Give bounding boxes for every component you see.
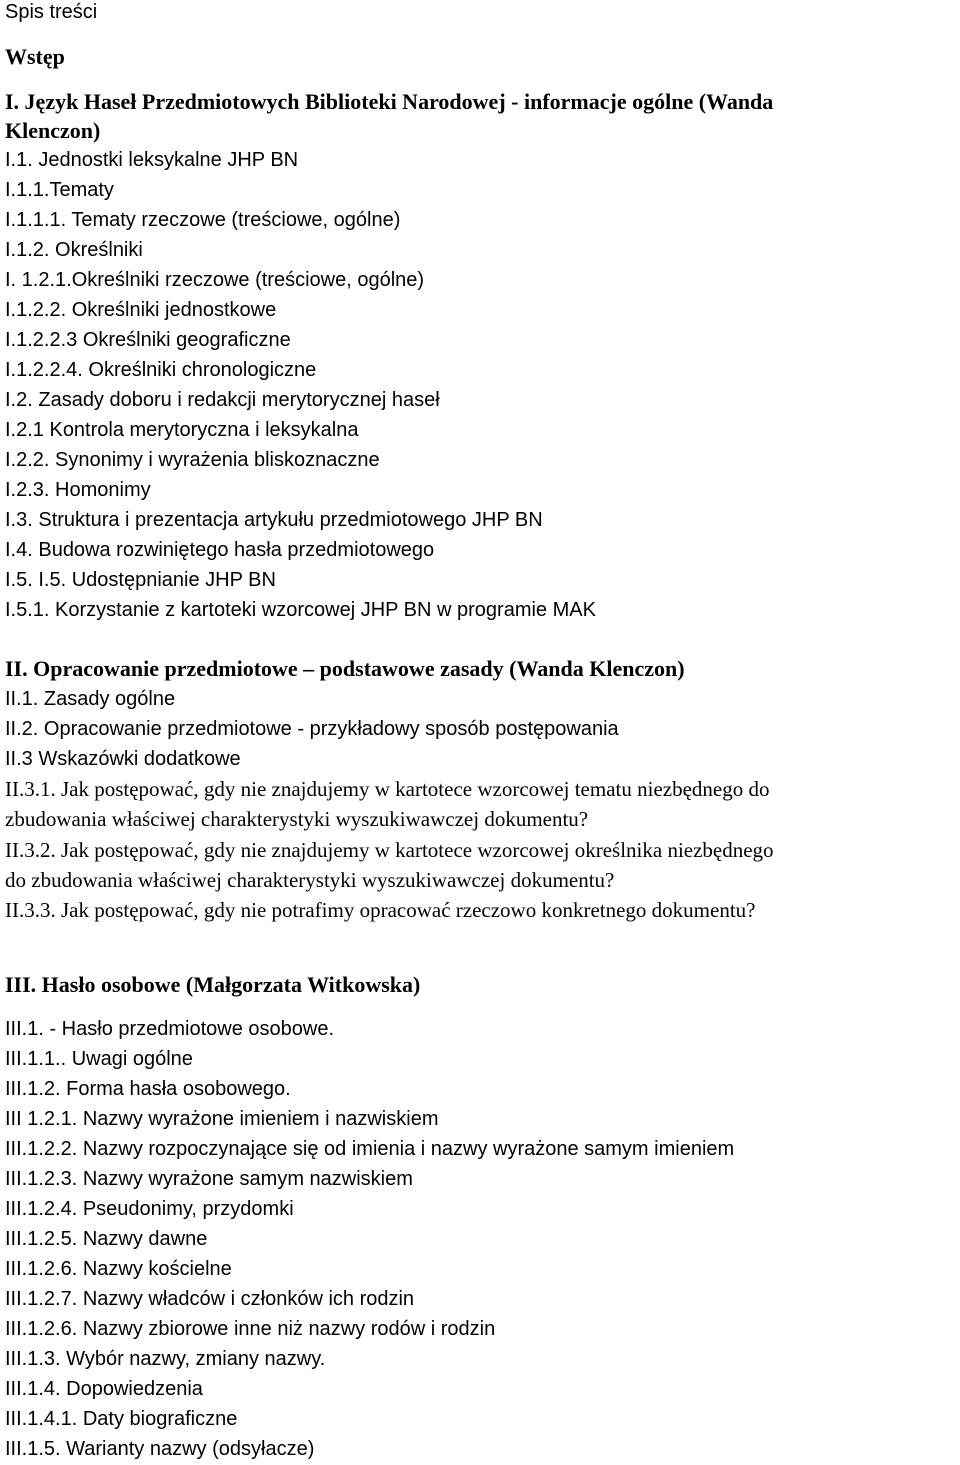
toc-entry: I.1.1.1. Tematy rzeczowe (treściowe, ogólne)	[5, 209, 401, 231]
toc-entry: I.5.1. Korzystanie z kartoteki wzorcowej JHP BN w programie MAK	[5, 599, 596, 621]
toc-entry: I.4. Budowa rozwiniętego hasła przedmiotowego	[5, 539, 435, 561]
toc-entry: zbudowania właściwej charakterystyki wyszukiwawczej dokumentu?	[5, 807, 589, 831]
toc-entry: I.1.1.Tematy	[5, 179, 114, 201]
toc-entry: I.2.1 Kontrola merytoryczna i leksykalna	[5, 419, 359, 441]
toc-entry: III.1.2.6. Nazwy zbiorowe inne niż nazwy rodów i rodzin	[5, 1318, 496, 1340]
toc-entry: III.1.2.5. Nazwy dawne	[5, 1228, 208, 1250]
toc-entry: I.3. Struktura i prezentacja artykułu przedmiotowego JHP BN	[5, 509, 543, 531]
toc-entry: II.2. Opracowanie przedmiotowe - przykładowy sposób postępowania	[5, 718, 619, 740]
toc-entry: I.1.2.2. Określniki jednostkowe	[5, 299, 277, 321]
part1-heading-line1: I. Język Haseł Przedmiotowych Biblioteki Narodowej - informacje ogólne (Wanda	[5, 89, 774, 114]
toc-entry: III.1.2.6. Nazwy kościelne	[5, 1258, 232, 1280]
toc-entry: I.5. I.5. Udostępnianie JHP BN	[5, 569, 276, 591]
toc-entry: II.3.2. Jak postępować, gdy nie znajdujemy w kartotece wzorcowej określnika niezbędnego	[5, 838, 774, 862]
intro-heading: Wstęp	[5, 44, 65, 69]
toc-entry: I.2.3. Homonimy	[5, 479, 151, 501]
toc-entry: I.1.2.2.4. Określniki chronologiczne	[5, 359, 317, 381]
toc-entry: III.1.2.4. Pseudonimy, przydomki	[5, 1198, 294, 1220]
toc-entry: III 1.2.1. Nazwy wyrażone imieniem i nazwiskiem	[5, 1108, 439, 1130]
toc-entry: I.1.2. Określniki	[5, 239, 143, 261]
toc-entry: II.3.1. Jak postępować, gdy nie znajdujemy w kartotece wzorcowej tematu niezbędnego do	[5, 777, 770, 801]
toc-entry: I.1. Jednostki leksykalne JHP BN	[5, 149, 299, 171]
toc-entry: III.1.2. Forma hasła osobowego.	[5, 1078, 291, 1100]
toc-title: Spis treści	[5, 1, 98, 23]
toc-entry: III.1.4. Dopowiedzenia	[5, 1378, 203, 1400]
toc-entry: II.3 Wskazówki dodatkowe	[5, 748, 241, 770]
toc-entry: I.2. Zasady doboru i redakcji merytorycznej haseł	[5, 389, 440, 411]
toc-entry: II.1. Zasady ogólne	[5, 688, 176, 710]
toc-entry: I.1.2.2.3 Określniki geograficzne	[5, 329, 291, 351]
part2-heading: II. Opracowanie przedmiotowe – podstawowe zasady (Wanda Klenczon)	[5, 656, 685, 681]
toc-entry: III.1. - Hasło przedmiotowe osobowe.	[5, 1018, 335, 1040]
toc-entry: III.1.5. Warianty nazwy (odsyłacze)	[5, 1438, 315, 1460]
toc-entry: III.1.2.3. Nazwy wyrażone samym nazwiskiem	[5, 1168, 413, 1190]
toc-entry: I. 1.2.1.Określniki rzeczowe (treściowe, ogólne)	[5, 269, 425, 291]
toc-entry: III.1.3. Wybór nazwy, zmiany nazwy.	[5, 1348, 326, 1370]
toc-entry: I.2.2. Synonimy i wyrażenia bliskoznaczne	[5, 449, 380, 471]
part1-heading-line2: Klenczon)	[5, 118, 101, 143]
toc-entry: II.3.3. Jak postępować, gdy nie potrafimy opracować rzeczowo konkretnego dokumentu?	[5, 898, 756, 922]
toc-entry: III.1.2.7. Nazwy władców i członków ich rodzin	[5, 1288, 415, 1310]
toc-entry: III.1.1.. Uwagi ogólne	[5, 1048, 193, 1070]
toc-entry: III.1.2.2. Nazwy rozpoczynające się od imienia i nazwy wyrażone samym imieniem	[5, 1138, 735, 1160]
part3-heading: III. Hasło osobowe (Małgorzata Witkowska)	[5, 972, 421, 997]
toc-entry: do zbudowania właściwej charakterystyki wyszukiwawczej dokumentu?	[5, 868, 615, 892]
toc-entry: III.1.4.1. Daty biograficzne	[5, 1408, 238, 1430]
